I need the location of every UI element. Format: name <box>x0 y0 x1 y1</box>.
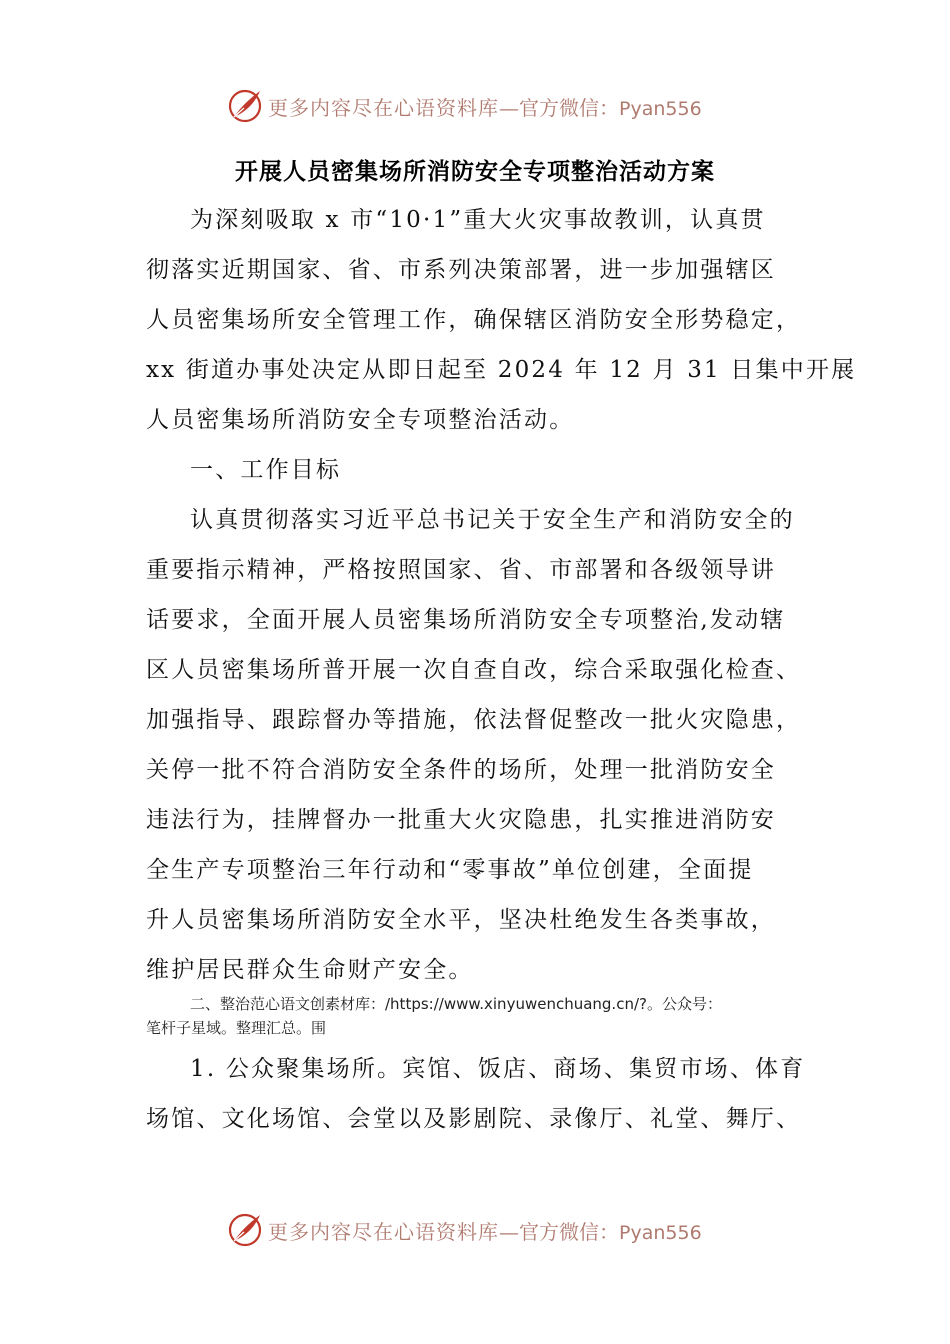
paragraph-line: 场馆、文化场馆、会堂以及影剧院、录像厅、礼堂、舞厅、 <box>146 1106 802 1132</box>
watermark-dash: — <box>499 1220 519 1244</box>
header-watermark <box>0 80 950 130</box>
watermark-wechat: 官方微信： <box>519 1220 619 1244</box>
watermark-id: Pyan556 <box>619 98 702 120</box>
paragraph-line: 话要求，全面开展人员密集场所消防安全专项整治,发动辖 <box>146 607 786 633</box>
paragraph-line: 区人员密集场所普开展一次自查自改，综合采取强化检查、 <box>146 657 802 683</box>
paragraph-line: 违法行为，挂牌督办一批重大火灾隐患，扎实推进消防安 <box>146 807 776 833</box>
paragraph-line: 升人员密集场所消防安全水平，坚决杜绝发生各类事故， <box>146 907 776 933</box>
watermark-dash: — <box>499 96 519 120</box>
watermark-id: Pyan556 <box>619 1222 702 1244</box>
watermark-brand: 更多内容尽在心语资料库 <box>268 96 499 120</box>
paragraph-line: 1. 公众聚集场所。宾馆、饭店、商场、集贸市场、体育 <box>190 1056 806 1082</box>
section-heading-small <box>146 992 811 1040</box>
watermark-brand: 更多内容尽在心语资料库 <box>268 1220 499 1244</box>
paragraph-line: 人员密集场所消防安全专项整治活动。 <box>146 407 575 433</box>
paragraph-line: 全生产专项整治三年行动和“零事故”单位创建，全面提 <box>146 857 754 883</box>
paragraph-line: 为深刻吸取 x 市“10·1”重大火灾事故教训，认真贯 <box>190 207 766 233</box>
small-line: 二、整治范心语文创素材库：/https://www.xinyuwenchuang.cn/?。公众号： <box>190 995 722 1013</box>
paragraph-line: 维护居民群众生命财产安全。 <box>146 957 474 983</box>
paragraph-line: 认真贯彻落实习近平总书记关于安全生产和消防安全的 <box>190 507 795 533</box>
watermark-wechat: 官方微信： <box>519 96 619 120</box>
paragraph-line: 重要指示精神，严格按照国家、省、市部署和各级领导讲 <box>146 557 776 583</box>
paragraph-line: 关停一批不符合消防安全条件的场所，处理一批消防安全 <box>146 757 776 783</box>
paragraph-line: 加强指导、跟踪督办等措施，依法督促整改一批火灾隐患， <box>146 707 802 733</box>
footer-watermark <box>0 1204 950 1254</box>
section-heading: 一、工作目标 <box>190 457 342 483</box>
document-title: 开展人员密集场所消防安全专项整治活动方案 <box>235 159 715 185</box>
quill-logo-icon <box>226 1210 266 1250</box>
paragraph-line: xx 街道办事处决定从即日起至 2024 年 12 月 31 日集中开展 <box>146 357 857 383</box>
paragraph-line: 彻落实近期国家、省、市系列决策部署，进一步加强辖区 <box>146 257 776 283</box>
small-line: 笔杆子星域。整理汇总。围 <box>146 1019 327 1037</box>
paragraph-line: 人员密集场所安全管理工作，确保辖区消防安全形势稳定， <box>146 307 802 333</box>
quill-logo-icon <box>226 86 266 126</box>
